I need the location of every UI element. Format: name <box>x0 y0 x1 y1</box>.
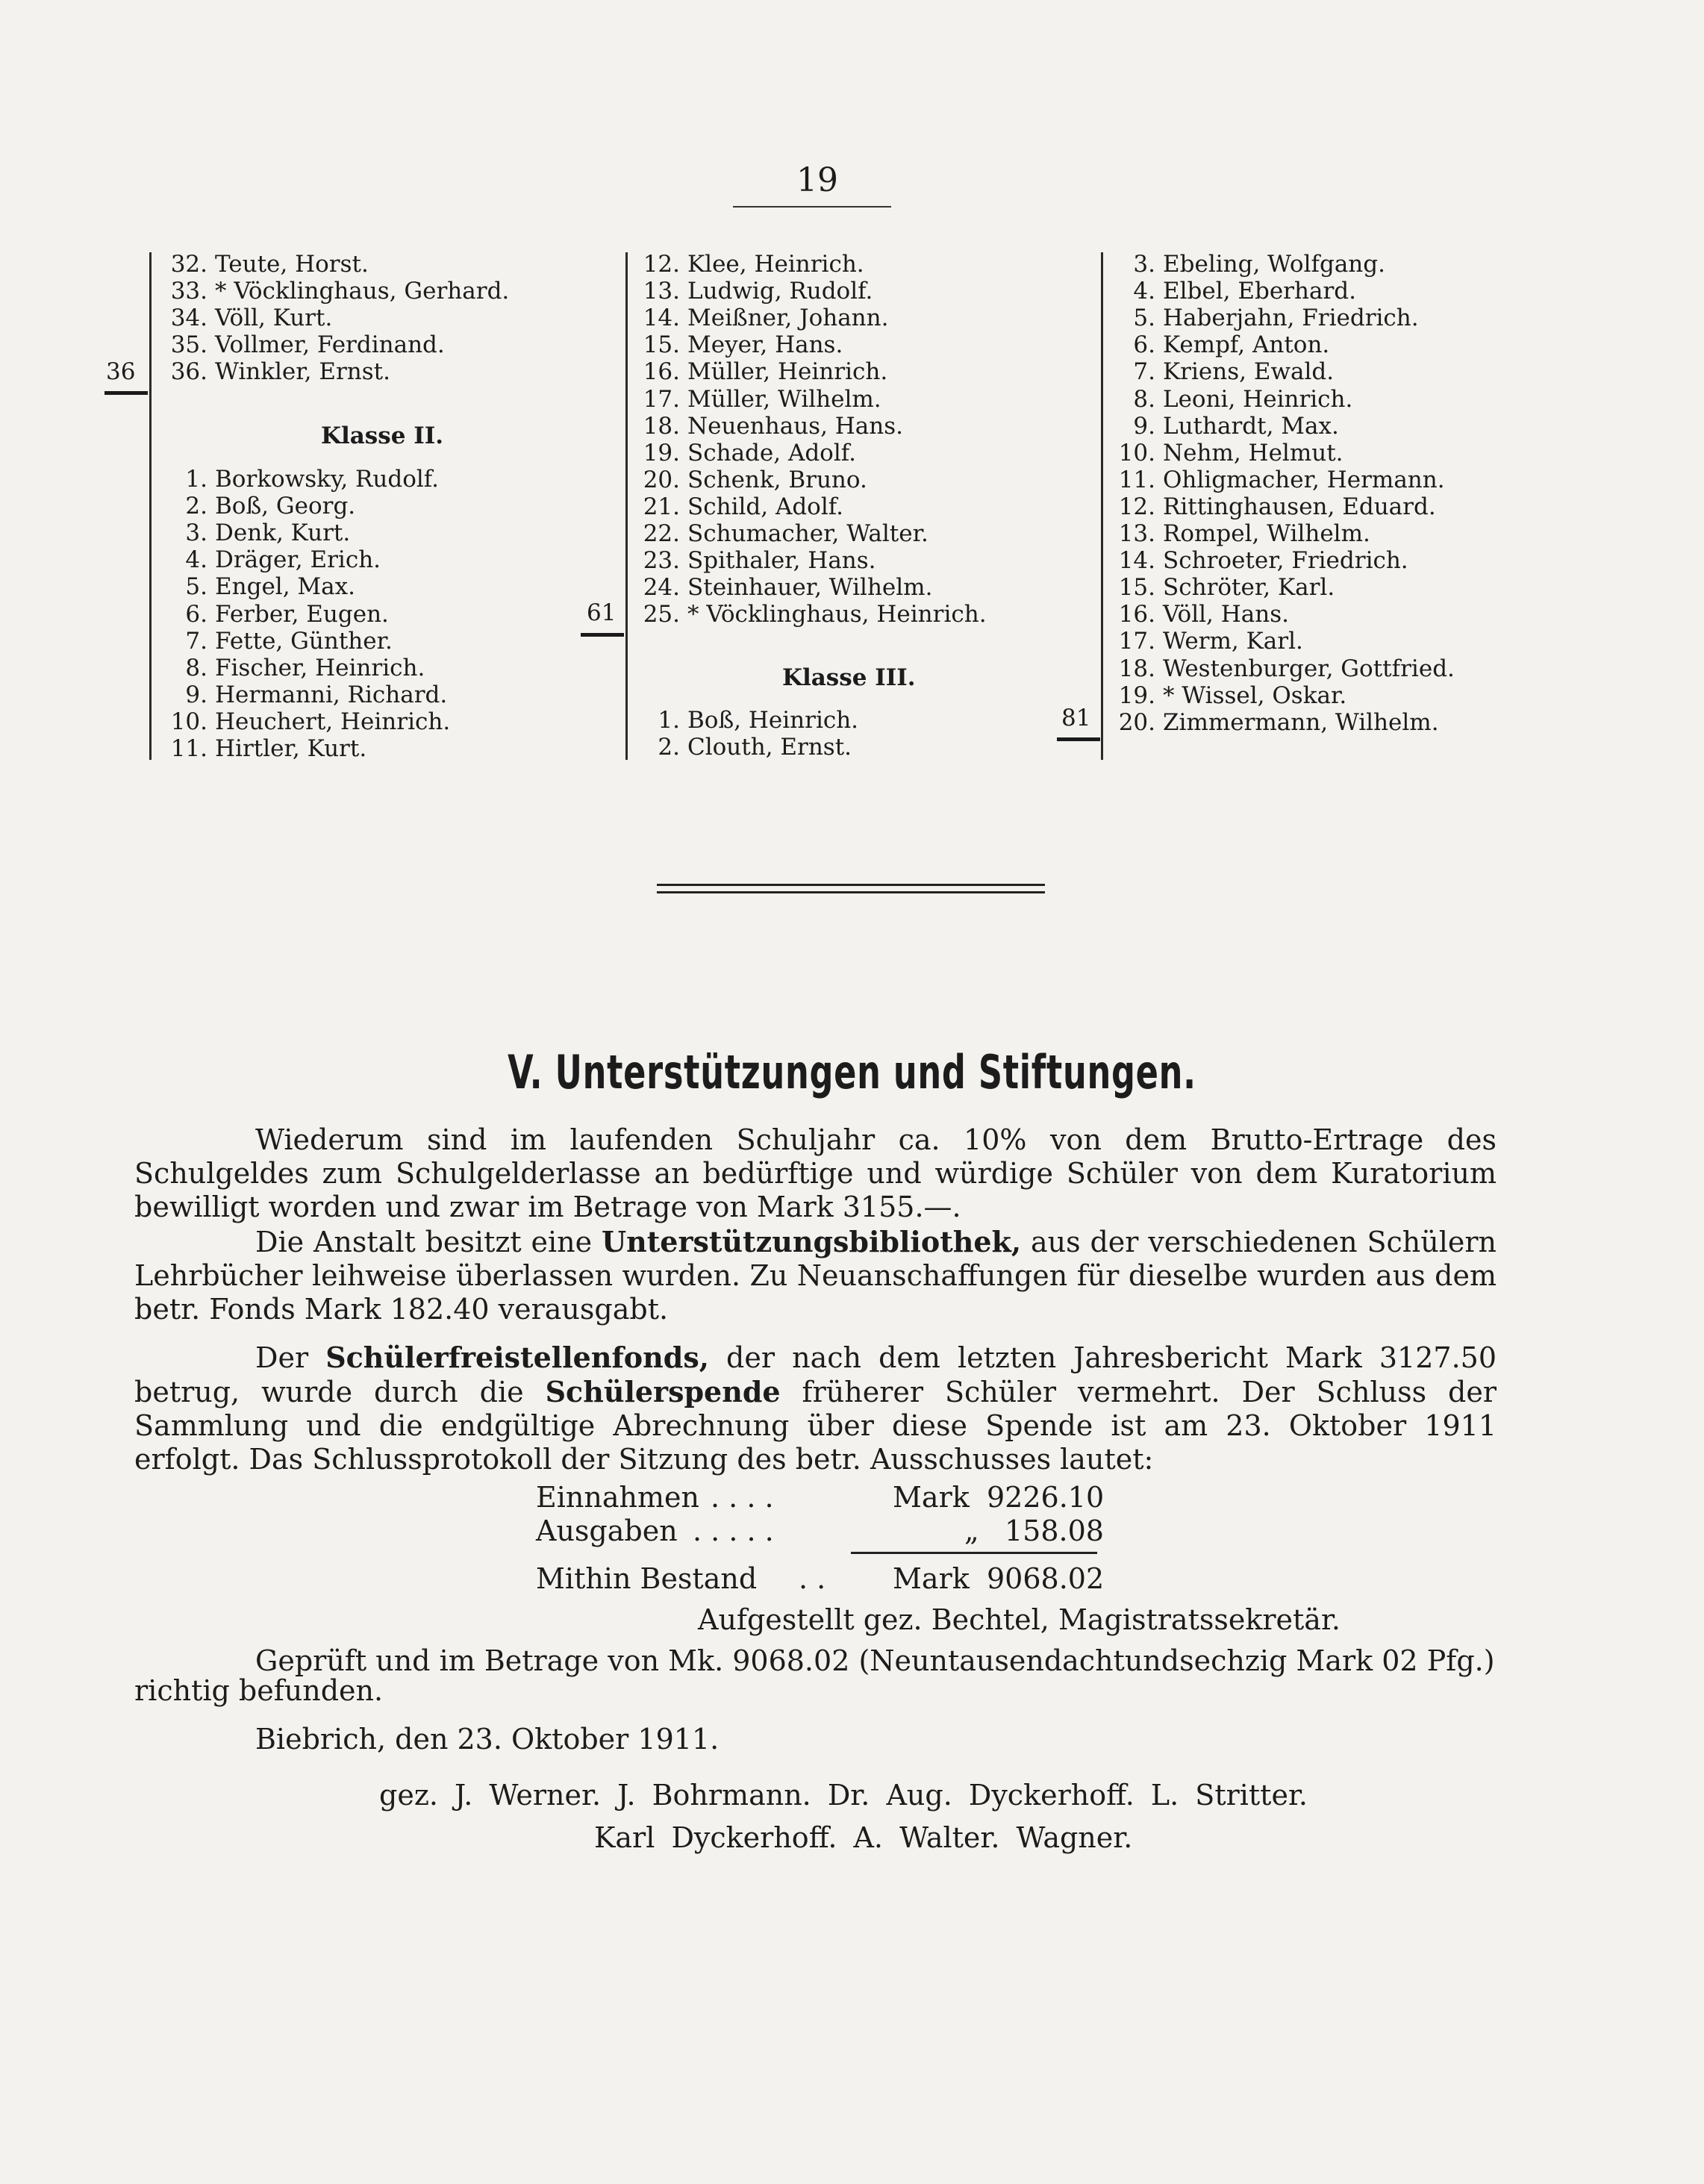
list-item <box>1106 413 1339 440</box>
calc-einnahmen-label: Einnahmen <box>536 1481 699 1514</box>
calc-einnahmen-value: 9226.10 <box>987 1481 1105 1514</box>
list-item <box>154 305 332 331</box>
list-item-number: 6. <box>185 600 207 628</box>
list-item-number: 11. <box>170 735 207 762</box>
calc-rule <box>851 1552 1097 1554</box>
column-2-rule-left <box>625 252 628 760</box>
list-item-number: 12. <box>1118 493 1155 520</box>
list-item <box>154 358 390 385</box>
list-item-name: Schroeter, Friedrich. <box>1163 547 1408 575</box>
list-item <box>154 278 509 305</box>
list-item-name: Völl, Kurt. <box>215 305 333 332</box>
list-item-name: Meißner, Johann. <box>687 305 889 332</box>
list-item-number: 14. <box>1118 547 1155 575</box>
list-item <box>1106 655 1455 682</box>
list-item <box>1106 467 1445 493</box>
list-item-name: Kempf, Anton. <box>1163 331 1330 359</box>
list-item <box>631 278 873 305</box>
list-item-number: 23. <box>643 547 680 575</box>
calc-ausgaben-label: Ausgaben <box>536 1514 678 1547</box>
list-item-name: Boß, Heinrich. <box>687 707 859 734</box>
klasse-iii-heading: Klasse III. <box>782 664 916 691</box>
list-item <box>154 735 366 762</box>
page-number: 19 <box>796 161 838 199</box>
list-item-number: 17. <box>643 385 680 413</box>
list-item-number: 34. <box>170 305 207 332</box>
list-item <box>1106 251 1385 278</box>
list-item <box>154 520 350 546</box>
list-item-name: Ludwig, Rudolf. <box>687 278 873 305</box>
list-item-name: Müller, Heinrich. <box>687 358 888 386</box>
list-item <box>631 305 888 331</box>
list-item <box>1106 628 1303 655</box>
list-item-number: 1. <box>658 707 680 734</box>
list-item-name: Heuchert, Heinrich. <box>215 708 451 735</box>
list-item-number: 21. <box>643 493 680 520</box>
list-item <box>1106 440 1343 467</box>
column-2-total-rule <box>581 633 624 637</box>
list-item-name: Winkler, Ernst. <box>215 358 390 386</box>
list-item <box>631 331 843 358</box>
list-item-number: 11. <box>1118 466 1155 493</box>
list-item-number: 17. <box>1118 628 1155 655</box>
calc-ausgaben-value: 158.08 <box>1005 1514 1104 1547</box>
list-item-number: 6. <box>1133 331 1155 359</box>
list-item-number: 32. <box>170 251 207 278</box>
list-item-name: Rompel, Wilhelm. <box>1163 520 1370 547</box>
calc-ausgaben-dots: . . . . . <box>693 1514 774 1547</box>
list-item <box>631 707 858 734</box>
list-item-name: Klee, Heinrich. <box>687 251 864 278</box>
list-item-name: Denk, Kurt. <box>215 520 351 547</box>
list-item <box>154 466 439 493</box>
list-item <box>631 493 843 520</box>
list-item-number: 15. <box>643 331 680 359</box>
list-item-name: * Vöcklinghaus, Gerhard. <box>215 278 510 305</box>
list-item-number: 14. <box>643 305 680 332</box>
list-item-number: 10. <box>1118 439 1155 467</box>
list-item-name: Meyer, Hans. <box>687 331 843 359</box>
list-item-number: 7. <box>1133 358 1155 386</box>
list-item <box>631 547 876 574</box>
list-item-number: 9. <box>1133 412 1155 440</box>
list-item-name: * Vöcklinghaus, Heinrich. <box>687 601 987 628</box>
list-item <box>1106 574 1335 601</box>
list-item-number: 9. <box>185 681 207 708</box>
double-rule-bottom <box>657 891 1045 893</box>
list-item-number: 10. <box>170 708 207 735</box>
list-item-name: Nehm, Helmut. <box>1163 439 1343 467</box>
list-item <box>1106 520 1370 547</box>
list-item <box>154 601 389 628</box>
column-3-total: 81 <box>1061 705 1091 731</box>
calc-ausgaben-unit: „ <box>964 1514 979 1547</box>
signatures-line-2: Karl Dyckerhoff. A. Walter. Wagner. <box>594 1821 1133 1854</box>
calc-bestand-unit: Mark <box>893 1562 970 1595</box>
list-item <box>631 734 852 761</box>
list-item <box>154 573 355 600</box>
list-item-name: * Wissel, Oskar. <box>1163 681 1347 709</box>
list-item-name: Ebeling, Wolfgang. <box>1163 251 1385 278</box>
list-item-number: 19. <box>643 439 680 467</box>
list-item-number: 16. <box>643 358 680 386</box>
list-item <box>154 546 381 573</box>
list-item-name: Teute, Horst. <box>215 251 369 278</box>
list-item-number: 18. <box>643 412 680 440</box>
list-item-number: 13. <box>1118 520 1155 547</box>
list-item-number: 33. <box>170 278 207 305</box>
list-item <box>154 655 425 681</box>
geprueft-line-1: Geprüft und im Betrage von Mk. 9068.02 (Neuntausendachtundsechzig Mark 02 Pfg.) <box>255 1644 1495 1677</box>
list-item <box>1106 682 1346 709</box>
list-item-name: Boß, Georg. <box>215 493 356 520</box>
list-item-number: 24. <box>643 574 680 602</box>
list-item <box>154 628 393 655</box>
list-item <box>1106 547 1408 574</box>
list-item-name: Schade, Adolf. <box>687 439 856 467</box>
list-item-number: 4. <box>185 546 207 574</box>
list-item <box>631 251 864 278</box>
list-item-name: Dräger, Erich. <box>215 546 381 574</box>
list-item <box>631 467 867 493</box>
list-item-name: Kriens, Ewald. <box>1163 358 1335 386</box>
geprueft-line-2: richtig befunden. <box>134 1674 384 1707</box>
list-item-number: 4. <box>1133 278 1155 305</box>
list-item-name: Spithaler, Hans. <box>687 547 876 575</box>
list-item-name: Haberjahn, Friedrich. <box>1163 305 1419 332</box>
list-item-number: 19. <box>1118 681 1155 709</box>
list-item <box>1106 386 1352 413</box>
column-3-total-rule <box>1057 737 1100 741</box>
list-item <box>631 386 881 413</box>
list-item-name: Clouth, Ernst. <box>687 734 852 761</box>
list-item-name: Luthardt, Max. <box>1163 412 1339 440</box>
list-item-number: 2. <box>185 493 207 520</box>
list-item-number: 7. <box>185 627 207 655</box>
double-rule-top <box>657 884 1045 886</box>
list-item-number: 5. <box>1133 305 1155 332</box>
list-item-name: Hirtler, Kurt. <box>215 735 367 762</box>
list-item <box>631 358 887 385</box>
list-item-name: Schild, Adolf. <box>687 493 843 520</box>
list-item-number: 3. <box>185 520 207 547</box>
list-item <box>631 413 903 440</box>
list-item <box>154 681 447 708</box>
list-item <box>1106 358 1334 385</box>
list-item-name: Steinhauer, Wilhelm. <box>687 574 933 602</box>
list-item-name: Ohligmacher, Hermann. <box>1163 466 1445 493</box>
list-item-number: 35. <box>170 331 207 359</box>
list-item <box>154 493 355 520</box>
list-item-number: 15. <box>1118 574 1155 602</box>
paragraph-2: Die Anstalt besitzt eine Unterstützungsbibliothek, aus der verschiedenen Schülern Lehrbücher leihweise überlassen wurden. Zu Neuanschaffungen für dieselbe wurden aus dem betr. Fonds Mark 182.40 verausgabt. <box>134 1225 1497 1326</box>
list-item-name: Leoni, Heinrich. <box>1163 385 1353 413</box>
list-item-number: 18. <box>1118 655 1155 682</box>
list-item-name: Fette, Günther. <box>215 627 393 655</box>
list-item-name: Völl, Hans. <box>1163 601 1289 628</box>
page-number-rule <box>733 206 891 208</box>
aufgestellt-line: Aufgestellt gez. Bechtel, Magistratssekretär. <box>698 1603 1341 1636</box>
calc-bestand-label: Mithin Bestand <box>536 1562 758 1595</box>
list-item <box>631 440 856 467</box>
column-1-rule <box>149 252 152 760</box>
list-item-name: Borkowsky, Rudolf. <box>215 466 439 493</box>
list-item <box>631 520 929 547</box>
column-1-total: 36 <box>106 358 136 385</box>
list-item-name: Schumacher, Walter. <box>687 520 929 547</box>
signatures-line-1: gez. J. Werner. J. Bohrmann. Dr. Aug. Dyckerhoff. L. Stritter. <box>379 1779 1308 1812</box>
list-item <box>631 574 932 601</box>
list-item-number: 1. <box>185 466 207 493</box>
list-item-name: Müller, Wilhelm. <box>687 385 881 413</box>
list-item-number: 12. <box>643 251 680 278</box>
place-date: Biebrich, den 23. Oktober 1911. <box>255 1723 720 1756</box>
list-item <box>154 331 445 358</box>
list-item <box>1106 493 1436 520</box>
list-item <box>1106 601 1289 628</box>
list-item <box>1106 331 1329 358</box>
list-item-number: 22. <box>643 520 680 547</box>
list-item-name: Ferber, Eugen. <box>215 600 389 628</box>
klasse-ii-heading: Klasse II. <box>321 422 444 449</box>
list-item-name: Schröter, Karl. <box>1163 574 1335 602</box>
list-item-name: Engel, Max. <box>215 573 355 601</box>
paragraph-1: Wiederum sind im laufenden Schuljahr ca. 10% von dem Brutto-Ertrage des Schulgeldes zum Schulgelderlasse an bedürftige und würdige Schüler von dem Kuratorium bewilligt worden und zwar im Betrage von Mark 3155.—. <box>134 1123 1497 1223</box>
calc-einnahmen-dots: . . . . <box>711 1481 774 1514</box>
list-item-number: 5. <box>185 573 207 601</box>
calc-bestand-dots: . . <box>799 1562 826 1595</box>
list-item-name: Werm, Karl. <box>1163 628 1303 655</box>
list-item-name: Hermanni, Richard. <box>215 681 448 708</box>
list-item <box>1106 278 1356 305</box>
list-item-name: Zimmermann, Wilhelm. <box>1163 708 1439 736</box>
list-item <box>1106 305 1419 331</box>
calc-bestand-value: 9068.02 <box>987 1562 1105 1595</box>
list-item-name: Neuenhaus, Hans. <box>687 412 904 440</box>
list-item-number: 20. <box>1118 708 1155 736</box>
list-item <box>1106 709 1439 736</box>
list-item-number: 2. <box>658 734 680 761</box>
list-item-number: 36. <box>170 358 207 386</box>
list-item-number: 8. <box>185 654 207 681</box>
list-item-name: Westenburger, Gottfried. <box>1163 655 1455 682</box>
list-item <box>154 251 369 278</box>
list-item-number: 8. <box>1133 385 1155 413</box>
paragraph-3: Der Schülerfreistellenfonds, der nach dem letzten Jahresbericht Mark 3127.50 betrug, wurde durch die Schülerspende früherer Schüler vermehrt. Der Schluss der Sammlung und die endgültige Abrechnung über diese Spende ist am 23. Oktober 1911 erfolgt. Das Schlussprotokoll der Sitzung des betr. Ausschusses lautet: <box>134 1341 1497 1476</box>
column-2-total: 61 <box>587 599 617 626</box>
list-item-number: 25. <box>643 601 680 628</box>
list-item-number: 13. <box>643 278 680 305</box>
list-item-name: Schenk, Bruno. <box>687 466 867 493</box>
column-1-total-rule <box>104 391 148 395</box>
list-item-number: 20. <box>643 466 680 493</box>
calc-einnahmen-unit: Mark <box>893 1481 970 1514</box>
list-item-name: Vollmer, Ferdinand. <box>215 331 445 359</box>
list-item-name: Rittinghausen, Eduard. <box>1163 493 1436 520</box>
list-item <box>631 601 987 628</box>
list-item-name: Elbel, Eberhard. <box>1163 278 1356 305</box>
list-item-number: 3. <box>1133 251 1155 278</box>
list-item <box>154 708 450 735</box>
list-item-number: 16. <box>1118 601 1155 628</box>
column-3-rule-left <box>1101 252 1103 760</box>
section-title: V. Unterstützungen und Stiftungen. <box>508 1045 1196 1099</box>
list-item-name: Fischer, Heinrich. <box>215 654 425 681</box>
